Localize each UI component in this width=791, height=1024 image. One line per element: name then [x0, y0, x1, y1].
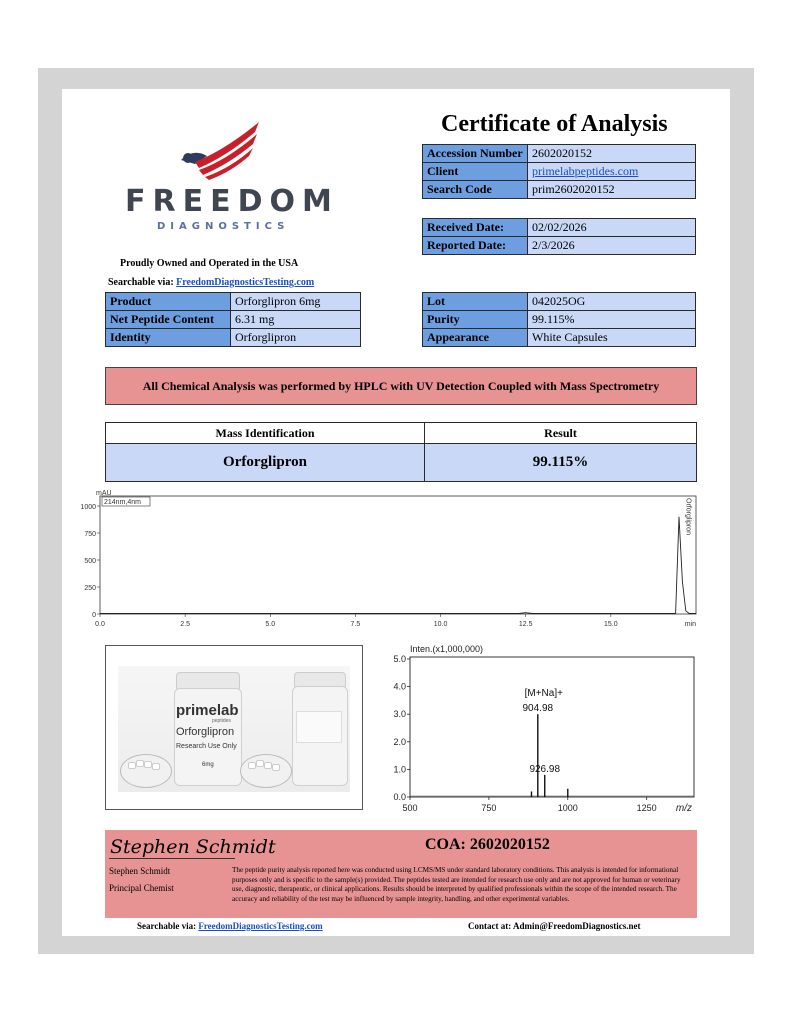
reported-value: 2/3/2026 [528, 237, 696, 255]
x-tick-label: 7.5 [350, 621, 361, 628]
y-tick-label: 2.0 [393, 736, 406, 747]
chemist-role: Principal Chemist [109, 883, 174, 893]
logo-wordmark: FREEDOM [125, 184, 339, 219]
table-row [106, 329, 361, 347]
photo-brand: primelab [176, 702, 239, 719]
table-row [423, 181, 696, 199]
hplc-svg [72, 486, 702, 638]
y-tick-label: 1000 [80, 504, 96, 511]
client-key: Client [423, 163, 528, 181]
accession-key: Accession Number [423, 145, 528, 163]
search-code-key: Search Code [423, 181, 528, 199]
y-axis-label: Inten.(x1,000,000) [410, 644, 484, 654]
table-row [106, 311, 361, 329]
product-value: Orforglipron 6mg [231, 293, 361, 311]
table-row [106, 423, 697, 444]
hplc-chart [72, 486, 702, 638]
result-header: Result [425, 423, 697, 444]
result-cell: 99.115% [425, 444, 697, 482]
tagline: Proudly Owned and Operated in the USA [120, 258, 299, 269]
ms-chart [376, 640, 702, 820]
x-tick-label: 12.5 [518, 621, 533, 628]
y-tick-label: 0 [92, 612, 96, 619]
identity-key: Identity [106, 329, 231, 347]
y-tick-label: 5.0 [393, 654, 406, 664]
purity-value: 99.115% [528, 311, 696, 329]
x-tick-label: 0.0 [95, 621, 105, 628]
received-value: 02/02/2026 [528, 219, 696, 237]
compound-cell: Orforglipron [106, 444, 425, 482]
x-tick-label: 1250 [636, 803, 657, 813]
y-tick-label: 3.0 [393, 709, 406, 720]
lot-value: 042025OG [528, 293, 696, 311]
disclaimer: The peptide purity analysis reported here was conducted using LCMS/MS under standard laboratory conditions. This analysis is intended for informational purposes only and is specific to the sample(s) provided. The peptides tested are intended for research use only and are not approved for human or veterinary use, diagnostic, therapeutic, or clinical applications. Results should be interpreted by qualified professionals within the scope of the intended research. The accuracy and reliability of the test may be influenced by sample integrity, handling, and other experimental variables. [232, 866, 681, 903]
appearance-key: Appearance [423, 329, 528, 347]
lot-table [422, 292, 696, 347]
photo-product: Orforglipron [176, 726, 235, 738]
x-tick-label: 5.0 [265, 621, 276, 628]
purity-key: Purity [423, 311, 528, 329]
method-banner: All Chemical Analysis was performed by HPLC with UV Detection Coupled with Mass Spectrometry [105, 367, 697, 405]
contact-email: Contact at: Admin@FreedomDiagnostics.net [468, 921, 641, 931]
client-link[interactable]: primelabpeptides.com [532, 164, 639, 178]
peak-label: Orforglipron [684, 498, 692, 535]
plot-frame [100, 496, 696, 614]
dates-table [422, 218, 696, 255]
chromatogram-line [100, 517, 696, 614]
search-code-value: prim2602020152 [528, 181, 696, 199]
table-row [423, 237, 696, 255]
coa-number: COA: 2602020152 [425, 836, 550, 853]
footer-searchable [137, 921, 323, 931]
table-row [423, 329, 696, 347]
x-unit-label: min [684, 621, 696, 628]
x-tick-label: 15.0 [604, 621, 618, 628]
table-row [106, 293, 361, 311]
table-row [423, 311, 696, 329]
y-tick-label: 0.0 [393, 792, 406, 802]
chemist-name: Stephen Schmidt [109, 866, 171, 876]
x-unit-label: m/z [675, 803, 692, 814]
footer-searchable-label: Searchable via: [137, 921, 197, 931]
y-tick-label: 250 [84, 585, 96, 592]
searchable-link[interactable]: FreedomDiagnosticsTesting.com [176, 277, 315, 288]
photo-brand-sub: peptides [212, 718, 231, 724]
net-content-key: Net Peptide Content [106, 311, 231, 329]
searchable-via [108, 277, 314, 288]
received-key: Received Date: [423, 219, 528, 237]
y-tick-label: 750 [84, 531, 96, 538]
product-photo-frame [105, 645, 363, 810]
accession-table [422, 144, 696, 199]
product-key: Product [106, 293, 231, 311]
x-tick-label: 10.0 [433, 621, 448, 628]
x-tick-label: 750 [481, 803, 497, 813]
table-row [423, 145, 696, 163]
signature: Stephen Schmidt [110, 836, 276, 858]
y-tick-label: 1.0 [393, 764, 406, 775]
signature-line [109, 858, 235, 859]
identity-value: Orforglipron [231, 329, 361, 347]
y-tick-label: 500 [84, 558, 96, 565]
ms-svg [376, 640, 702, 820]
table-row [106, 444, 697, 482]
plot-frame [410, 657, 694, 797]
peak-label: 904.98 [522, 703, 554, 715]
reported-key: Reported Date: [423, 237, 528, 255]
photo-dose: 6mg [202, 762, 214, 768]
annotation-label: [M+Na]+ [524, 688, 563, 700]
table-row [423, 219, 696, 237]
legend-label: 214nm,4nm [104, 499, 141, 506]
table-row [423, 163, 696, 181]
accession-value: 2602020152 [528, 145, 696, 163]
lot-key: Lot [423, 293, 528, 311]
appearance-value: White Capsules [528, 329, 696, 347]
logo-subtitle: DIAGNOSTICS [157, 221, 290, 232]
mass-id-header: Mass Identification [106, 423, 425, 444]
footer-searchable-link[interactable]: FreedomDiagnosticsTesting.com [198, 921, 323, 931]
x-tick-label: 2.5 [180, 621, 191, 628]
searchable-label: Searchable via: [108, 277, 174, 288]
table-row [423, 293, 696, 311]
peak-label: 926.98 [529, 763, 561, 775]
y-axis-label: mAU [96, 490, 112, 497]
x-tick-label: 1000 [557, 803, 578, 813]
x-tick-label: 500 [402, 803, 418, 813]
product-table [105, 292, 361, 347]
product-photo [118, 666, 350, 792]
net-content-value: 6.31 mg [231, 311, 361, 329]
page-title: Certificate of Analysis [441, 111, 668, 137]
photo-sub: Research Use Only [176, 743, 237, 750]
result-table [105, 422, 697, 482]
eagle-flag-icon [175, 120, 265, 180]
y-tick-label: 4.0 [393, 681, 406, 692]
